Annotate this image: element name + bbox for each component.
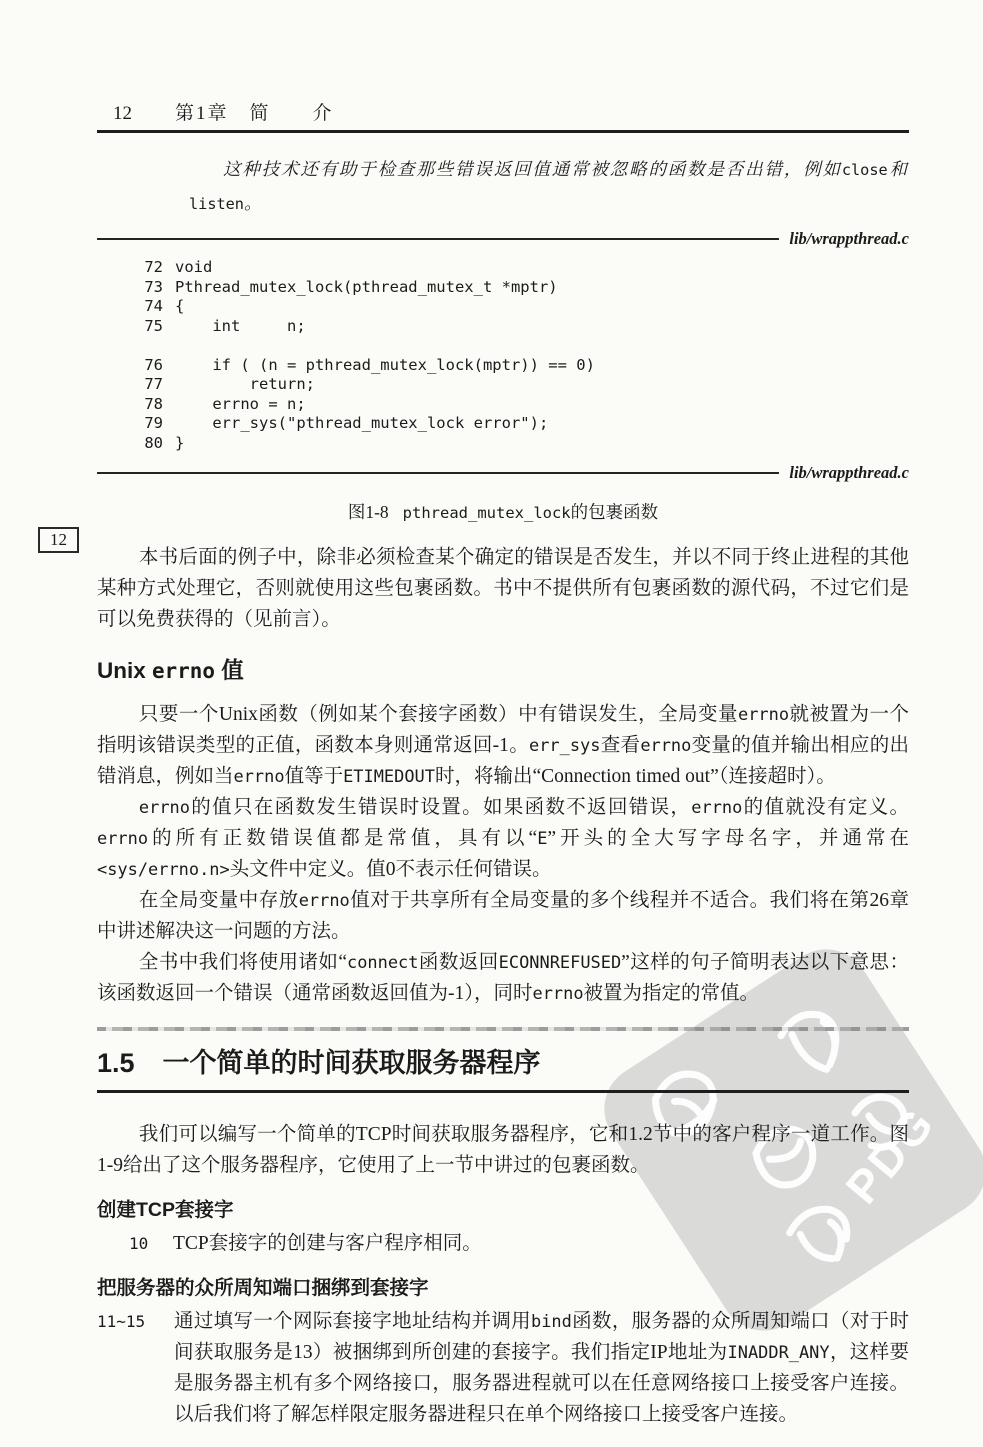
line-code: void	[175, 258, 213, 276]
figure-label: 图1-8	[347, 502, 389, 522]
line-code: }	[175, 433, 185, 452]
source-rule-bottom	[97, 463, 909, 483]
heading-code-errno: errno	[152, 659, 215, 683]
text-run: 的值只在函数发生错误时设置。如果函数不返回错误，	[189, 797, 692, 818]
text-run: 的所有正数错误值都是常值，具有以“	[148, 828, 538, 849]
heading-text: 值	[214, 658, 244, 683]
listing-line	[139, 434, 909, 454]
paragraph-errno-1	[97, 699, 909, 792]
inline-code-bind: bind	[531, 1311, 572, 1331]
source-file-label: lib/wrappthread.c	[789, 463, 909, 482]
inline-code-errno: errno	[640, 735, 692, 755]
margin-note	[189, 153, 907, 221]
inline-code-errno: errno	[691, 797, 743, 817]
note-text: 。	[243, 193, 262, 213]
inline-code-errno: errno	[233, 766, 285, 786]
text-run: 只要一个Unix函数（例如某个套接字函数）中有错误发生，全局变量	[138, 704, 739, 725]
line-item-11-15	[97, 1306, 909, 1430]
inline-code-econnrefused: ECONNREFUSED	[498, 952, 622, 972]
source-rule-top	[97, 229, 909, 249]
watermark-pdg-text: PDG	[835, 1096, 946, 1214]
line-number: 78	[144, 394, 163, 413]
line-code: err_sys("pthread_mutex_lock error");	[175, 414, 549, 432]
text-run: 函数，服务器的众所周知端口（对于时间获取服务是13）被捆绑到所创建的套接字。我们指定IP地址为	[174, 1311, 909, 1363]
line-code: int n;	[175, 316, 306, 335]
rule-line	[97, 472, 779, 475]
line-number: 77	[144, 375, 163, 393]
listing-line	[139, 375, 909, 395]
section-number: 1.5	[97, 1048, 135, 1078]
page-content	[97, 98, 909, 1430]
line-number: 80	[144, 433, 163, 452]
inline-code-connect: connect	[347, 952, 419, 972]
note-text: 这种技术还有助于检查那些错误返回值通常被忽略的函数是否出错，例如	[223, 159, 842, 179]
text-run: ”开头的全大写字母名字，并通常在	[547, 828, 910, 849]
text-run: 头文件中定义。值0不表示任何错误。	[229, 859, 552, 880]
inline-code-close: close	[841, 161, 888, 179]
inline-code-sys-errno-h: <sys/errno.n>	[97, 859, 230, 879]
listing-line	[139, 395, 909, 415]
item-text	[174, 1306, 909, 1430]
line-code: return;	[175, 375, 315, 393]
scan-noise-band	[97, 1027, 909, 1031]
line-item-10	[97, 1228, 909, 1259]
inline-code-etimedout: ETIMEDOUT	[343, 766, 435, 786]
inline-code-errno: errno	[532, 983, 584, 1003]
code-listing	[97, 249, 909, 455]
line-number: 73	[144, 277, 163, 296]
line-range-label: 11~15	[97, 1312, 146, 1331]
inline-code-errno: errno	[138, 797, 190, 817]
figure-caption	[97, 499, 909, 524]
heading-text: Unix	[97, 658, 153, 683]
line-number: 74	[144, 297, 163, 315]
note-text: 和	[887, 159, 908, 179]
paragraph-section-intro: 我们可以编写一个简单的TCP时间获取服务器程序，它和1.2节中的客户程序一道工作。图1-9给出了这个服务器程序，它使用了上一节中讲过的包裹函数。	[97, 1124, 909, 1176]
inline-code-inaddr-any: INADDR_ANY	[727, 1342, 830, 1362]
paragraph-wrappers: 本书后面的例子中，除非必须检查某个确定的错误是否发生，并以不同于终止进程的其他某种方式处理它，否则就使用这些包裹函数。书中不提供所有包裹函数的源代码，不过它们是可以免费获得的（见前言）。	[97, 547, 909, 630]
section-heading-1-5	[97, 1039, 909, 1093]
line-code: errno = n;	[175, 394, 306, 413]
margin-page-box: 12	[38, 527, 79, 553]
text-run: 查看	[600, 735, 641, 756]
paragraph-errno-4	[97, 947, 909, 1009]
line-range-label: 10	[129, 1234, 149, 1253]
inline-code-listen: listen	[189, 195, 244, 213]
text-run: 全书中我们将使用诸如“	[138, 952, 347, 973]
source-file-label: lib/wrappthread.c	[789, 229, 909, 248]
text-run: ”这样的句子简明表达以下意思：该函数返回一个错误（通常函数返回值为-1），同时	[97, 952, 909, 1004]
text-run: 时，将输出“Connection timed out”（连接超时）。	[434, 766, 836, 787]
listing-line	[139, 317, 909, 337]
text-run: 在全局变量中存放	[138, 890, 299, 911]
rule-line	[97, 238, 779, 241]
paragraph-errno-2	[97, 792, 909, 885]
listing-line	[139, 356, 909, 376]
listing-line	[139, 278, 909, 298]
line-number: 72	[144, 258, 163, 276]
line-code: if ( (n = pthread_mutex_lock(mptr)) == 0)	[175, 355, 595, 374]
inline-code-errno: errno	[97, 828, 149, 848]
line-number: 75	[144, 316, 163, 335]
inline-code-errno: errno	[738, 704, 790, 724]
text-run: 变量的值并输出相应的出错消息，例如当	[97, 735, 909, 787]
line-number: 76	[144, 355, 163, 374]
line-code: {	[175, 297, 185, 315]
subheading-create-tcp-socket: 创建TCP套接字	[97, 1199, 234, 1221]
text-run: 被置为指定的常值。	[583, 983, 760, 1004]
text-run: ，这样要是服务器主机有多个网络接口，服务器进程就可以在任意网络接口上接受客户连接。以后我们将了解怎样限定服务器进程只在单个网络接口上接受客户连接。	[174, 1342, 909, 1425]
listing-line	[139, 258, 909, 278]
caption-text: 的包裹函数	[570, 502, 659, 522]
line-number	[139, 336, 163, 356]
chapter-title: 第1章 简 介	[175, 103, 334, 124]
inline-code-E: E	[537, 828, 548, 848]
caption-code: pthread_mutex_lock	[402, 504, 571, 522]
item-text: TCP套接字的创建与客户程序相同。	[173, 1233, 482, 1254]
text-run: 值对于共享所有全局变量的多个线程并不适合。我们将在第26章中讲述解决这一问题的方法。	[97, 890, 909, 942]
running-head	[97, 98, 909, 125]
text-run: 函数返回	[418, 952, 499, 973]
inline-code-errno: errno	[298, 890, 350, 910]
subheading-bind-well-known-port: 把服务器的众所周知端口捆绑到套接字	[97, 1277, 429, 1299]
text-run: 值等于	[284, 766, 344, 787]
listing-line-blank	[139, 336, 909, 356]
header-rule	[97, 130, 909, 133]
text-run: 的值就没有定义。	[742, 797, 909, 818]
heading-unix-errno	[97, 653, 909, 685]
paragraph-errno-3	[97, 885, 909, 947]
line-number: 79	[144, 414, 163, 432]
listing-line	[139, 297, 909, 317]
text-run: 就被置为一个指明该错误类型的正值，函数本身则通常返回-1。	[97, 704, 909, 756]
listing-line	[139, 414, 909, 434]
line-code: Pthread_mutex_lock(pthread_mutex_t *mptr)	[175, 277, 558, 296]
text-run: 通过填写一个网际套接字地址结构并调用	[174, 1311, 531, 1332]
page-number: 12	[113, 103, 132, 124]
section-title: 一个简单的时间获取服务器程序	[162, 1048, 541, 1078]
inline-code-err-sys: err_sys	[529, 735, 601, 755]
